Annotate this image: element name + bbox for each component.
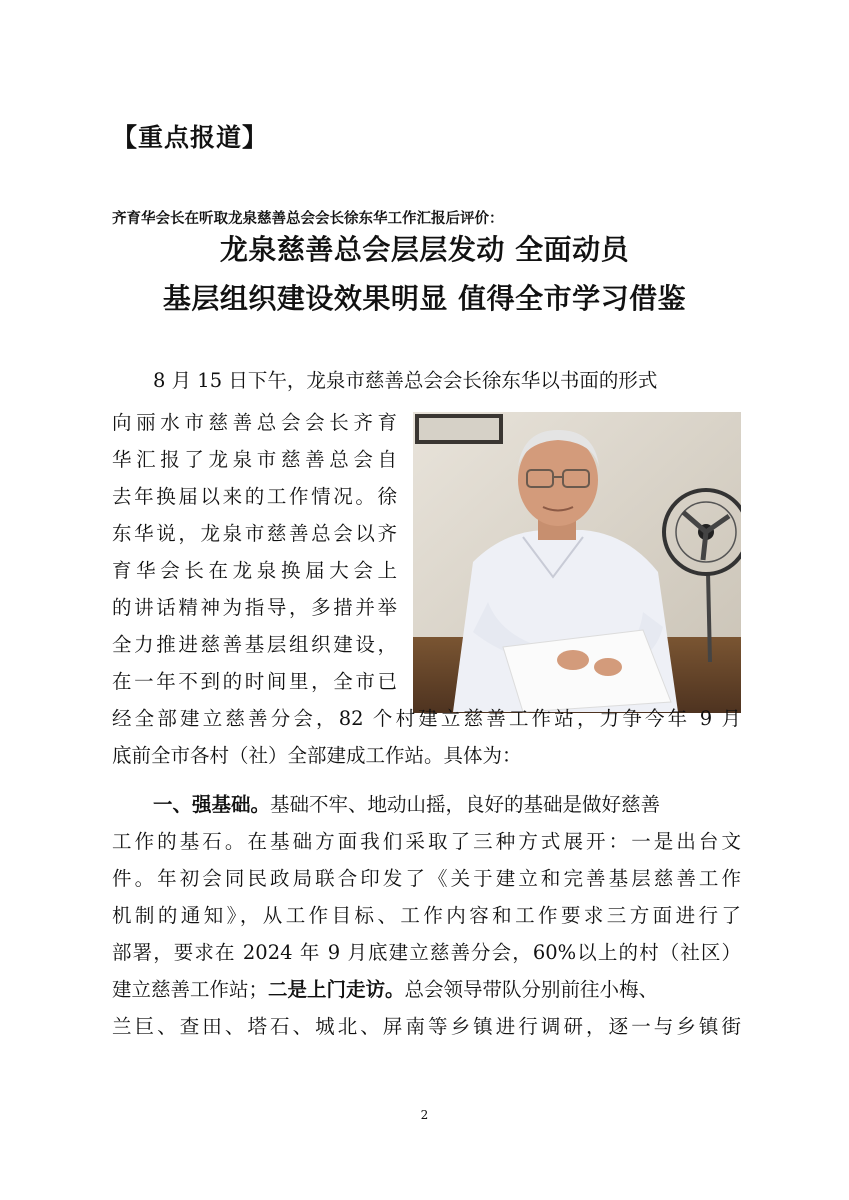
paragraph-line: 东华说，龙泉市慈善总会以齐 bbox=[112, 522, 397, 545]
section-heading: 一、强基础。 bbox=[153, 793, 271, 816]
paragraph-line: 向丽水市慈善总会会长齐育 bbox=[112, 411, 397, 434]
paragraph-line: 底前全市各村（社）全部建成工作站。具体为： bbox=[112, 744, 522, 767]
paragraph-line: 部署，要求在 2024 年 9 月底建立慈善分会，60%以上的村（社区） bbox=[112, 941, 741, 964]
paragraph-text: 总会领导带队分别前往小梅、 bbox=[404, 978, 659, 1001]
paragraph-line: 机制的通知》，从工作目标、工作内容和工作要求三方面进行了 bbox=[112, 904, 741, 927]
paragraph-text: 基础不牢、地动山摇，良好的基础是做好慈善 bbox=[270, 793, 661, 816]
lead-title: 齐育华会长在听取龙泉慈善总会会长徐东华工作汇报后评价： bbox=[112, 211, 504, 227]
paragraph-line: 的讲话精神为指导，多措并举 bbox=[112, 596, 397, 619]
paragraph-line: 工作的基石。在基础方面我们采取了三种方式展开：一是出台文 bbox=[112, 830, 741, 853]
page-number: 2 bbox=[420, 1108, 429, 1122]
paragraph-line: 兰巨、查田、塔石、城北、屏南等乡镇进行调研，逐一与乡镇街 bbox=[112, 1015, 741, 1038]
paragraph-line: 全力推进慈善基层组织建设， bbox=[112, 633, 397, 656]
section-heading: 二是上门走访。 bbox=[268, 978, 405, 1001]
paragraph-line: 经全部建立慈善分会，82 个村建立慈善工作站，力争今年 9 月 bbox=[112, 707, 741, 730]
paragraph-line bbox=[153, 790, 741, 820]
paragraph-line: 件。年初会同民政局联合印发了《关于建立和完善基层慈善工作 bbox=[112, 867, 741, 890]
headline-line-2: 基层组织建设效果明显 值得全市学习借鉴 bbox=[162, 282, 687, 315]
paragraph-text: 建立慈善工作站； bbox=[112, 978, 269, 1001]
paragraph-line bbox=[112, 975, 658, 1005]
paragraph-line: 去年换届以来的工作情况。徐 bbox=[112, 485, 397, 508]
photo-man-reading-document bbox=[413, 412, 741, 713]
paragraph-line: 8 月 15 日下午，龙泉市慈善总会会长徐东华以书面的形式 bbox=[153, 369, 658, 392]
paragraph-line: 华汇报了龙泉市慈善总会自 bbox=[112, 448, 397, 471]
photo-man-reading-document-icon bbox=[413, 412, 741, 713]
section-tag: 【重点报道】 bbox=[112, 123, 269, 152]
paragraph-line: 育华会长在龙泉换届大会上 bbox=[112, 559, 397, 582]
headline-line-1: 龙泉慈善总会层层发动 全面动员 bbox=[219, 233, 630, 266]
paragraph-line: 在一年不到的时间里，全市已 bbox=[112, 670, 397, 693]
